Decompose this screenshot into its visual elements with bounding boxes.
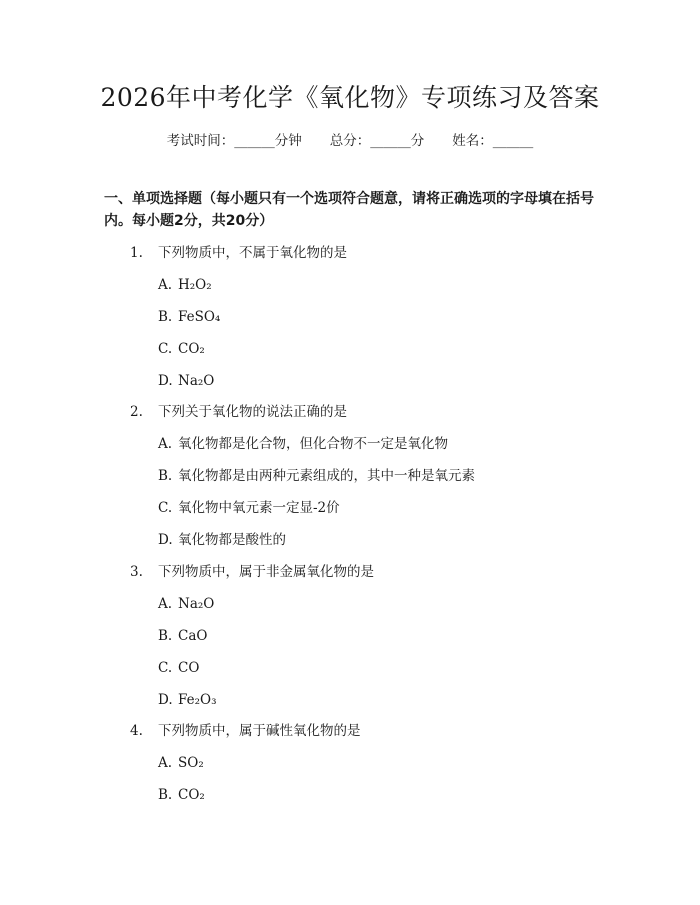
question-text: 下列物质中，属于碱性氧化物的是: [158, 723, 361, 739]
answer-option: [158, 275, 212, 295]
exam-meta-line: [0, 131, 700, 151]
answer-option: [158, 498, 340, 518]
option-letter: B.: [158, 628, 173, 644]
student-name-field: 姓名：______: [452, 133, 534, 149]
option-text: 氧化物都是化合物，但化合物不一定是氧化物: [178, 436, 448, 452]
option-letter: D.: [158, 692, 173, 708]
option-text: 氧化物都是酸性的: [178, 532, 286, 548]
option-text: CO₂: [178, 787, 205, 803]
question-stem: [130, 562, 374, 582]
question-number: 4.: [130, 723, 143, 739]
option-text: H₂O₂: [178, 277, 212, 293]
option-text: FeSO₄: [178, 309, 221, 325]
option-text: SO₂: [178, 755, 204, 771]
answer-option: [158, 753, 204, 773]
question-stem: [130, 721, 361, 741]
answer-option: [158, 690, 217, 710]
option-letter: B.: [158, 468, 173, 484]
option-text: CO₂: [178, 341, 205, 357]
option-text: Fe₂O₃: [178, 692, 217, 708]
answer-option: [158, 339, 205, 359]
question-text: 下列关于氧化物的说法正确的是: [158, 404, 347, 420]
option-letter: A.: [158, 596, 173, 612]
option-text: 氧化物都是由两种元素组成的，其中一种是氧元素: [178, 468, 475, 484]
option-letter: C.: [158, 500, 173, 516]
page-title: 2026年中考化学《氧化物》专项练习及答案: [100, 83, 600, 112]
question-number: 2.: [130, 404, 143, 420]
total-score-field: 总分：______分: [329, 133, 425, 149]
question-text: 下列物质中，属于非金属氧化物的是: [158, 564, 374, 580]
answer-option: [158, 658, 199, 678]
question-number: 1.: [130, 245, 143, 261]
option-letter: B.: [158, 787, 173, 803]
exam-time-field: 考试时间：______分钟: [166, 133, 302, 149]
option-text: CO: [178, 660, 200, 676]
option-letter: C.: [158, 660, 173, 676]
option-letter: D.: [158, 373, 173, 389]
answer-option: [158, 594, 214, 614]
answer-option: [158, 371, 214, 391]
option-text: Na₂O: [178, 596, 215, 612]
option-letter: A.: [158, 436, 173, 452]
question-number: 3.: [130, 564, 143, 580]
option-letter: A.: [158, 755, 173, 771]
question-stem: [130, 243, 347, 263]
section-heading: 一、单项选择题（每小题只有一个选项符合题意，请将正确选项的字母填在括号内。每小题2分，共20分）: [104, 191, 594, 229]
question-text: 下列物质中，不属于氧化物的是: [158, 245, 347, 261]
answer-option: [158, 785, 205, 805]
answer-option: [158, 626, 207, 646]
answer-option: [158, 434, 448, 454]
option-text: CaO: [178, 628, 208, 644]
answer-option: [158, 466, 475, 486]
option-text: 氧化物中氧元素一定显-2价: [178, 500, 340, 516]
option-letter: B.: [158, 309, 173, 325]
answer-option: [158, 530, 286, 550]
option-text: Na₂O: [178, 373, 215, 389]
answer-option: [158, 307, 220, 327]
question-stem: [130, 402, 347, 422]
option-letter: D.: [158, 532, 173, 548]
option-letter: A.: [158, 277, 173, 293]
option-letter: C.: [158, 341, 173, 357]
